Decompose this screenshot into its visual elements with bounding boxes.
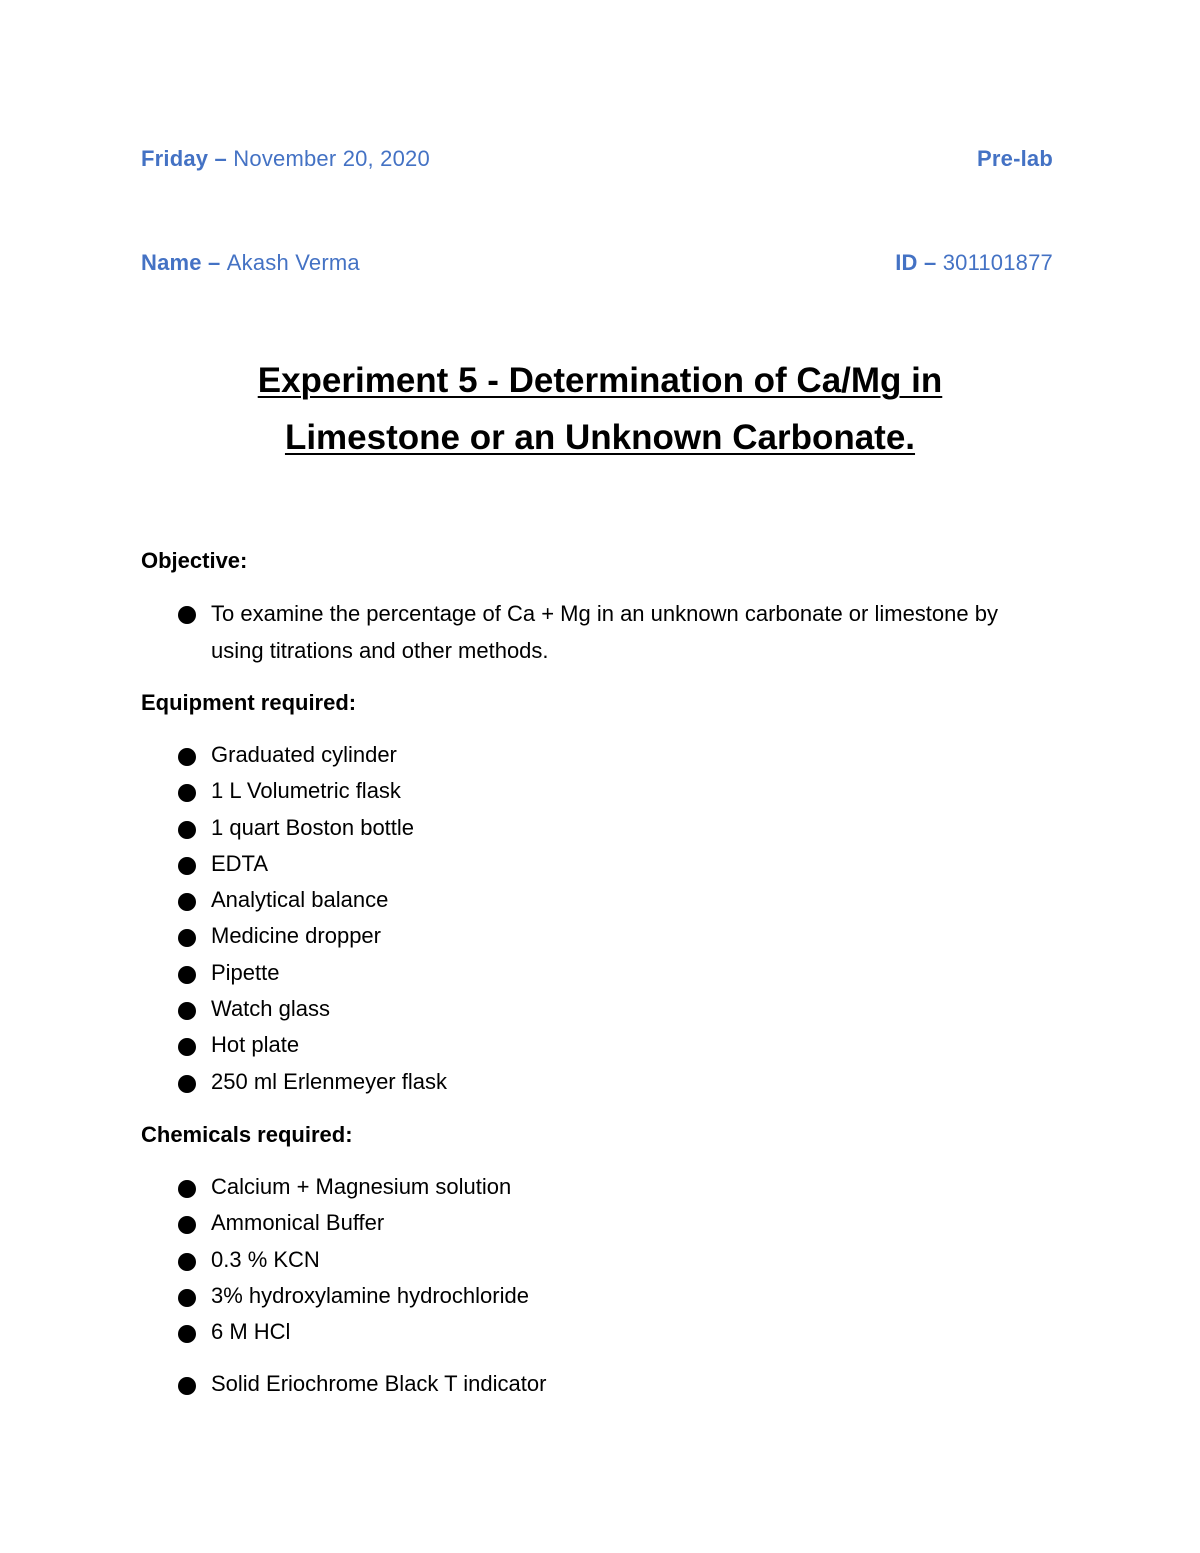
list-item-text: Solid Eriochrome Black T indicator [211, 1371, 547, 1397]
list-item [176, 846, 1036, 882]
list-item-text: 1 quart Boston bottle [211, 814, 415, 840]
bullet-icon [178, 1038, 196, 1056]
bullet-icon [178, 1075, 196, 1093]
list-item-text: 0.3 % KCN [211, 1246, 320, 1272]
bullet-icon [178, 1289, 196, 1307]
list-item-text: Hot plate [211, 1032, 300, 1058]
bullet-icon [178, 893, 196, 911]
id-value: 301101877 [942, 250, 1053, 275]
list-item-text: 1 L Volumetric flask [211, 778, 401, 804]
list-item [176, 1027, 1036, 1063]
chemicals-list [176, 1169, 1036, 1403]
bullet-icon [178, 606, 196, 624]
bullet-icon [178, 1253, 196, 1271]
day-label: Friday – [141, 146, 234, 171]
name-label: Name – [141, 250, 227, 275]
bullet-icon [178, 784, 196, 802]
list-item [176, 1242, 1036, 1278]
title-line-2: Limestone or an Unknown Carbonate. [284, 418, 916, 457]
name-value: Akash Verma [226, 250, 360, 275]
list-item-text: 250 ml Erlenmeyer flask [211, 1068, 447, 1094]
bullet-icon [178, 1325, 196, 1343]
equipment-list [176, 737, 1036, 1100]
list-item-text: Analytical balance [211, 887, 389, 913]
id-label: ID – [895, 250, 943, 275]
list-item [176, 1366, 1036, 1402]
bullet-icon [178, 966, 196, 984]
list-item-text: 3% hydroxylamine hydrochloride [211, 1282, 529, 1308]
name-row [141, 248, 1053, 278]
list-item [176, 1064, 1036, 1100]
bullet-icon [178, 1216, 196, 1234]
list-item [176, 810, 1036, 846]
bullet-icon [178, 1002, 196, 1020]
list-item [176, 1278, 1036, 1314]
doc-type-label: Pre-lab [977, 146, 1053, 171]
bullet-icon [178, 1180, 196, 1198]
list-item [176, 882, 1036, 918]
document-title [100, 352, 1100, 466]
date-value: November 20, 2020 [233, 146, 430, 171]
equipment-heading: Equipment required: [141, 690, 357, 715]
bullet-icon [178, 929, 196, 947]
list-item [176, 595, 1036, 669]
list-item-text: EDTA [211, 850, 269, 876]
list-item-text: To examine the percentage of Ca + Mg in an unknown carbonate or limestone by using titrations and other methods. [211, 601, 998, 663]
title-line-1: Experiment 5 - Determination of Ca/Mg in [257, 361, 943, 400]
list-item-text: Calcium + Magnesium solution [211, 1174, 512, 1199]
objective-list [176, 595, 1036, 669]
list-item-text: Ammonical Buffer [211, 1210, 385, 1236]
bullet-icon [178, 821, 196, 839]
date-field [141, 144, 430, 174]
bullet-icon [178, 748, 196, 766]
list-item [176, 991, 1036, 1027]
date-row [141, 144, 1053, 174]
list-item [176, 773, 1036, 809]
list-item [176, 918, 1036, 954]
id-field [895, 248, 1053, 278]
list-item [176, 1314, 1036, 1350]
list-item-text: Medicine dropper [211, 923, 381, 949]
objective-heading: Objective: [141, 548, 248, 573]
list-item-text: 6 M HCl [211, 1319, 291, 1345]
list-item-text: Pipette [211, 959, 280, 985]
list-item-text: Graduated cylinder [211, 742, 397, 767]
list-item-text: Watch glass [211, 996, 331, 1022]
name-field [141, 248, 360, 278]
list-item [176, 1169, 1036, 1205]
list-item [176, 737, 1036, 773]
bullet-icon [178, 1377, 196, 1395]
list-item [176, 1205, 1036, 1241]
bullet-icon [178, 857, 196, 875]
list-item [176, 955, 1036, 991]
chemicals-heading: Chemicals required: [141, 1122, 353, 1147]
